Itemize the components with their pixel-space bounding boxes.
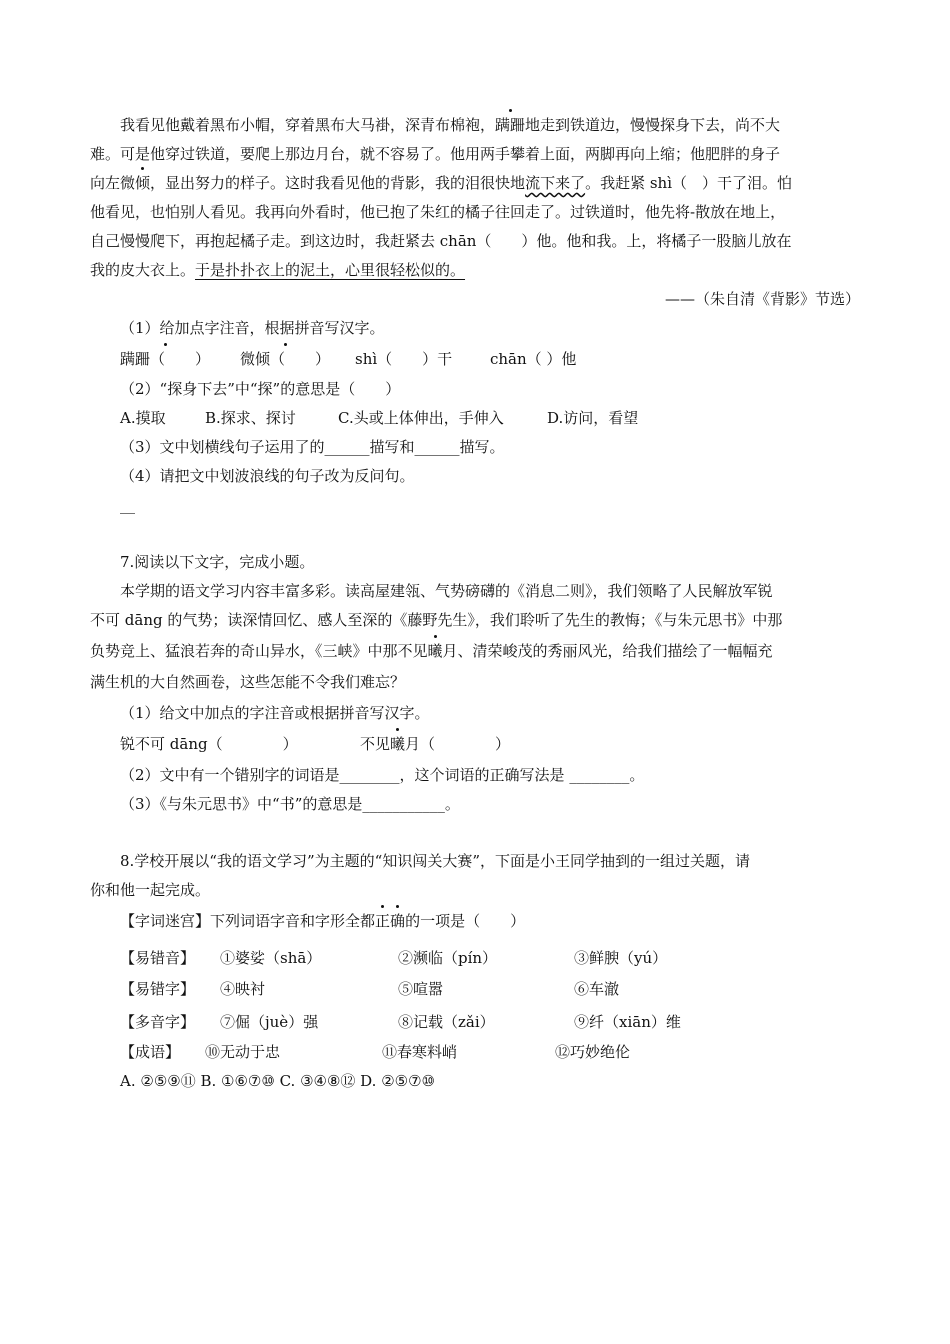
row-label-pronunciation: 【易错音】	[120, 949, 196, 967]
q8-intro-line-1: 8.学校开展以“我的语文学习”为主题的“知识闯关大赛”，下面是小王同学抽到的一组过关题，请	[120, 852, 750, 870]
q8-intro-line-2: 你和他一起完成。	[90, 881, 211, 899]
q7-paragraph-line-4: 满生机的大自然画卷，这些怎能不令我们难忘？	[90, 673, 406, 691]
passage-line-5: 自己慢慢爬下，再抱起橘子走。到这边时，我赶紧去 chān（ ）他。他和我。上，将橘子一股脑儿放在	[90, 232, 792, 250]
q1-item-panshan: 蹒跚（ ）	[120, 350, 211, 368]
row-label-characters: 【易错字】	[120, 980, 196, 998]
dotted-word-panshan: 蹒跚	[495, 116, 526, 134]
dotted-char-qing: 倾	[135, 174, 151, 192]
q7-paragraph-line-2: 不可 dāng 的气势；读深情回忆、感人至深的《藤野先生》，我们聆听了先生的教悔；《与朱元思书》中那	[90, 611, 783, 629]
row-label-polyphones: 【多音字】	[120, 1013, 196, 1031]
maze-label: 【字词迷宫】	[120, 912, 211, 930]
row-item: ②濒临（pín）	[398, 949, 498, 967]
q7-subquestion-3: （3）《与朱元思书》中“书”的意思是___________。	[120, 795, 460, 813]
q7-title: 7.阅读以下文字，完成小题。	[120, 553, 315, 571]
q7-subquestion-1: （1）给文中加点的字注音或根据拼音写汉字。	[120, 704, 430, 722]
passage-line-4: 他看见，也怕别人看见。我再向外看时，他已抱了朱红的橘子往回走了。过铁道时，他先将-散放在地上，	[90, 203, 786, 221]
passage-source: ——（朱自清《背影》节选）	[664, 290, 860, 308]
q7-subquestion-2: （2）文中有一个错别字的词语是________，这个词语的正确写法是 ________。	[120, 766, 645, 784]
passage-line-6: 我的皮大衣上。于是扑扑衣上的泥土，心里很轻松似的。	[90, 261, 466, 279]
q1-item-shi: shì（ ）干	[355, 350, 453, 368]
row-item: ①婆娑（shā）	[220, 949, 322, 967]
passage-line-2: 难。可是他穿过铁道，要爬上那边月台，就不容易了。他用两手攀着上面，两脚再向上缩；他肥胖的身子	[90, 145, 781, 163]
q1-item-weiqing: 微倾（ ）	[240, 350, 331, 368]
q8-maze-question: 【字词迷宫】下列词语字音和字形全都正确的一项是（ ）	[120, 912, 526, 930]
passage-line-1: 我看见他戴着黑布小帽，穿着黑布大马褂，深青布棉袍，蹒跚地走到铁道边，慢慢探身下去，尚不大	[120, 116, 781, 134]
question-2: （2）“探身下去”中“探”的意思是（ ）	[120, 380, 401, 398]
row-item: ⑨纤（xiān）维	[574, 1013, 681, 1031]
dotted-char-xi: 曦	[427, 642, 443, 660]
answer-line: __	[120, 496, 135, 514]
q1-item-chan: chān（ ）他	[490, 350, 577, 368]
wavy-underlined-text: 流下来了	[525, 174, 586, 192]
question-3: （3）文中划横线句子运用了的______描写和______描写。	[120, 438, 505, 456]
row-item: ⑧记载（zǎi）	[398, 1013, 495, 1031]
question-4: （4）请把文中划波浪线的句子改为反问句。	[120, 467, 415, 485]
row-item: ⑫巧妙绝伦	[555, 1043, 631, 1061]
q7-s1-item-xiyue: 不见曦月（ ）	[360, 735, 511, 753]
row-item: ⑤喧嚣	[398, 980, 444, 998]
q2-option-a: A.摸取	[120, 409, 166, 427]
q2-option-d: D.访问，看望	[547, 409, 639, 427]
row-item: ⑪春寒料峭	[382, 1043, 458, 1061]
row-item: ⑦倔（juè）强	[220, 1013, 319, 1031]
underlined-sentence: 于是扑扑衣上的泥土，心里很轻松似的。	[195, 261, 466, 279]
passage-line-3: 向左微倾，显出努力的样子。这时我看见他的背影，我的泪很快地流下来了。我赶紧 shì（ ）干了泪。怕	[90, 174, 793, 192]
q8-answer-options: A. ②⑤⑨⑪ B. ①⑥⑦⑩ C. ③④⑧⑫ D. ②⑤⑦⑩	[120, 1072, 436, 1090]
question-1: （1）给加点字注音，根据拼音写汉字。	[120, 319, 385, 337]
q2-option-c: C.头或上体伸出，手伸入	[338, 409, 504, 427]
row-item: ③鲜腴（yú）	[574, 949, 668, 967]
q2-option-b: B.探求、探讨	[205, 409, 296, 427]
q7-paragraph-line-3: 负势竞上、猛浪若奔的奇山异水，《三峡》中那不见曦月、清荣峻茂的秀丽风光，给我们描绘了一幅幅充	[90, 642, 773, 660]
row-item: ⑥车澈	[574, 980, 620, 998]
q7-s1-item-dang: 锐不可 dāng（ ）	[120, 735, 298, 753]
q7-paragraph-line-1: 本学期的语文学习内容丰富多彩。读高屋建瓴、气势磅礴的《消息二则》，我们领略了人民解放军锐	[120, 582, 773, 600]
row-item: ④映衬	[220, 980, 266, 998]
row-item: ⑩无动于忠	[205, 1043, 281, 1061]
row-label-idioms: 【成语】	[120, 1043, 181, 1061]
